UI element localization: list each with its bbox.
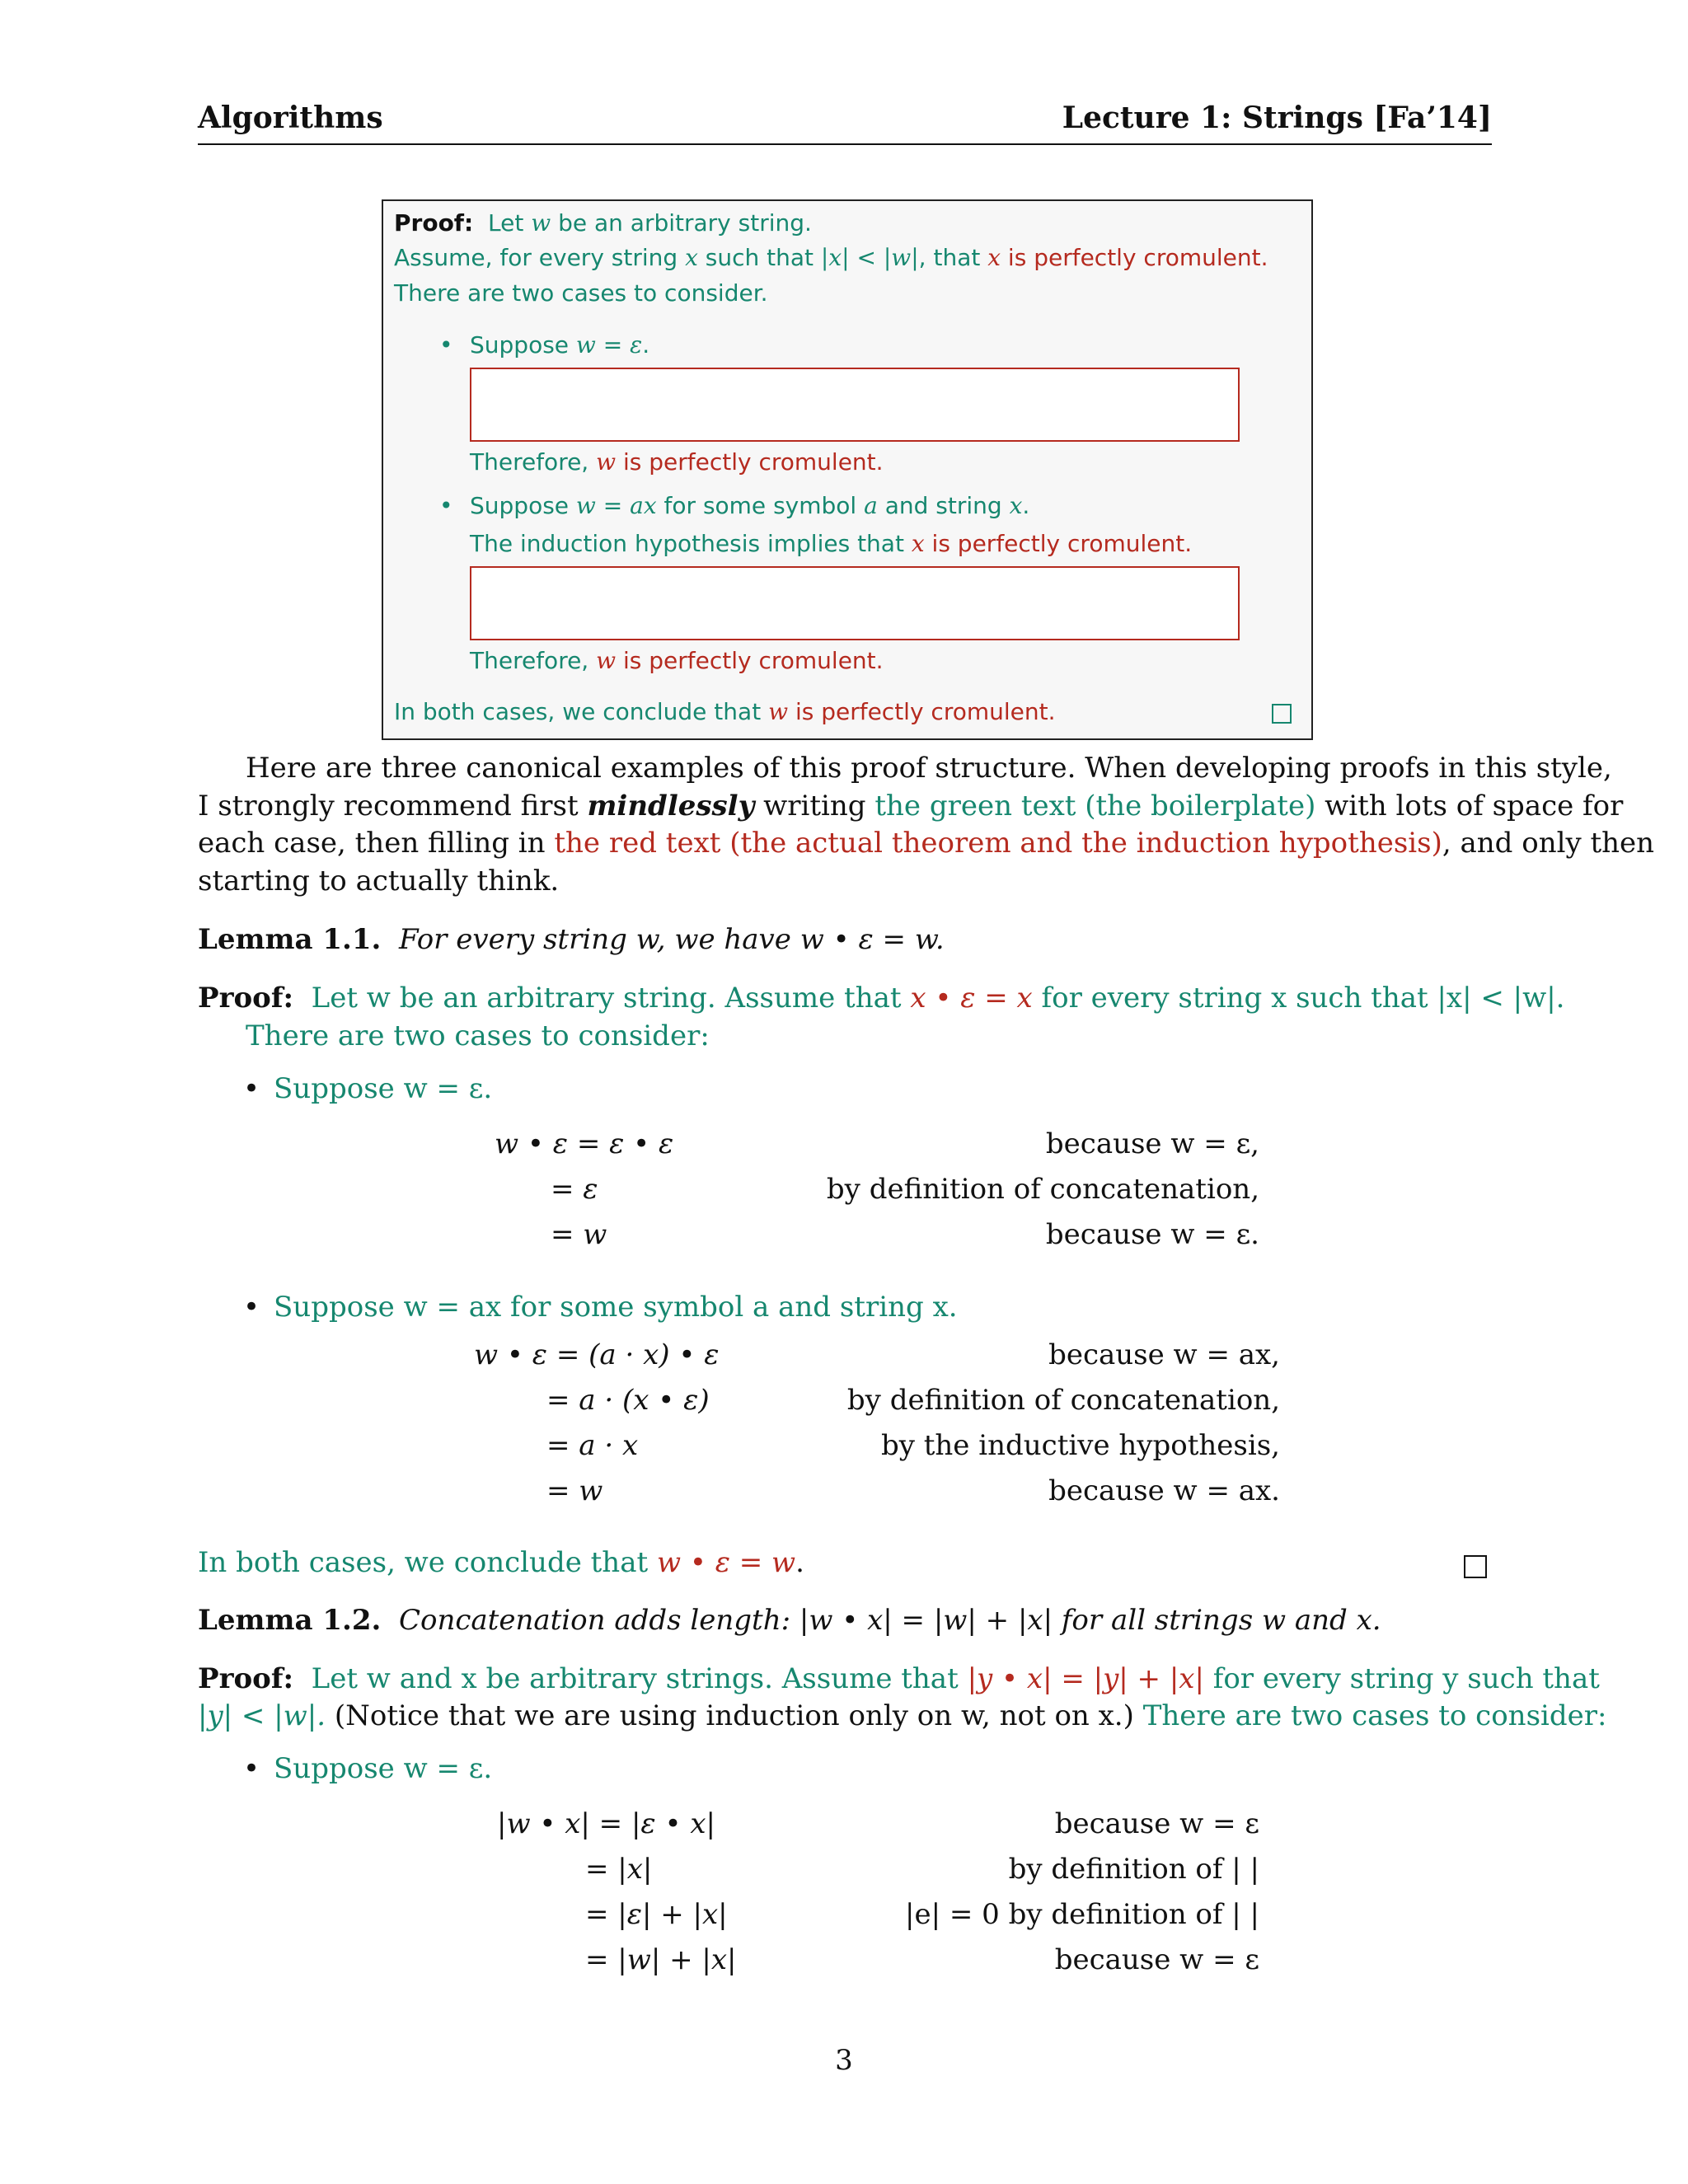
derivation-lhs: = |ε| + |x|	[585, 1898, 728, 1931]
running-header	[198, 97, 1492, 145]
derivation-lhs: = a · (x • ε)	[546, 1384, 710, 1417]
header-left: Algorithms	[198, 101, 383, 135]
lemma-1-2-proof-line-1: Proof: Let w and x be arbitrary strings. Assume that |y • x| = |y| + |x| for every string y such that	[198, 1662, 1600, 1695]
bullet-icon: •	[439, 492, 453, 519]
proof-label: Proof:	[394, 209, 474, 237]
derivation-lhs: = w	[551, 1218, 607, 1251]
paragraph-line-1: Here are three canonical examples of this proof structure. When developing proofs in this style,	[246, 752, 1612, 785]
derivation-justification: because w = ax,	[1048, 1338, 1280, 1371]
derivation-lhs: = |w| + |x|	[585, 1943, 737, 1976]
derivation-lhs: = w	[546, 1474, 603, 1507]
derivation-justification: because w = ε.	[1045, 1218, 1259, 1251]
derivation-lhs: = ε	[551, 1173, 598, 1206]
template-line-let: Proof: Let w be an arbitrary string.	[394, 209, 812, 237]
derivation-justification: by definition of concatenation,	[826, 1173, 1259, 1206]
derivation-justification: because w = ε	[1054, 1943, 1259, 1976]
paragraph-line-3: each case, then filling in the red text (the actual theorem and the induction hypothesis), and only then	[198, 827, 1655, 860]
qed-icon	[1464, 1555, 1487, 1578]
derivation-lhs: w • ε = (a · x) • ε	[474, 1338, 720, 1371]
paragraph-line-4: starting to actually think.	[198, 865, 560, 898]
lemma-1-1-conclusion: In both cases, we conclude that w • ε = w.	[198, 1546, 804, 1579]
derivation-lhs: = |x|	[585, 1853, 653, 1886]
template-case2: Suppose w = ax for some symbol a and string x.	[470, 492, 1030, 519]
lemma-1-1: Lemma 1.1. For every string w, we have w • ε = w.	[198, 923, 945, 956]
template-ih: The induction hypothesis implies that x is perfectly cromulent.	[470, 530, 1193, 557]
derivation-lhs: = a · x	[546, 1429, 639, 1462]
qed-icon	[1272, 704, 1292, 724]
lemma-1-1-case2: Suppose w = ax for some symbol a and string x.	[274, 1291, 958, 1324]
paragraph-line-2: I strongly recommend first mindlessly writing the green text (the boilerplate) with lots of space for	[198, 790, 1624, 823]
derivation-justification: because w = ε	[1054, 1807, 1259, 1840]
page-number: 3	[835, 2044, 853, 2077]
derivation-justification: because w = ax.	[1048, 1474, 1280, 1507]
lemma-1-1-case1: Suppose w = ε.	[274, 1072, 493, 1105]
header-right: Lecture 1: Strings [Fa’14]	[1062, 101, 1492, 135]
lemma-1-2: Lemma 1.2. Concatenation adds length: |w • x| = |w| + |x| for all strings w and x.	[198, 1604, 1381, 1637]
derivation-justification: because w = ε,	[1045, 1127, 1259, 1160]
template-therefore-1: Therefore, w is perfectly cromulent.	[470, 448, 884, 476]
template-line-assume: Assume, for every string x such that |x| < |w|, that x is perfectly cromulent.	[394, 244, 1268, 271]
lemma-1-1-proof-line-1: Proof: Let w be an arbitrary string. Assume that x • ε = x for every string x such that |x| < |w|.	[198, 982, 1565, 1015]
bullet-icon: •	[243, 1752, 260, 1785]
derivation-justification: by the inductive hypothesis,	[880, 1429, 1280, 1462]
derivation-justification: by definition of | |	[1008, 1853, 1259, 1886]
template-line-two-cases: There are two cases to consider.	[394, 279, 768, 307]
bullet-icon: •	[439, 331, 453, 359]
template-case1: Suppose w = ε.	[470, 331, 650, 359]
blank-box-case2	[470, 566, 1240, 640]
lemma-1-1-two-cases: There are two cases to consider:	[246, 1019, 710, 1052]
proof-template-box	[382, 199, 1313, 740]
derivation-justification: by definition of concatenation,	[846, 1384, 1280, 1417]
blank-box-case1	[470, 368, 1240, 442]
template-conclusion: In both cases, we conclude that w is perfectly cromulent.	[394, 698, 1056, 725]
lemma-1-2-proof-line-2: |y| < |w|. (Notice that we are using induction only on w, not on x.) There are two cases to consider:	[198, 1699, 1607, 1732]
derivation-lhs: w • ε = ε • ε	[495, 1127, 674, 1160]
lemma-1-2-case1: Suppose w = ε.	[274, 1752, 493, 1785]
derivation-lhs: |w • x| = |ε • x|	[497, 1807, 715, 1840]
bullet-icon: •	[243, 1291, 260, 1324]
template-therefore-2: Therefore, w is perfectly cromulent.	[470, 647, 884, 674]
derivation-justification: |e| = 0 by definition of | |	[905, 1898, 1259, 1931]
bullet-icon: •	[243, 1072, 260, 1105]
